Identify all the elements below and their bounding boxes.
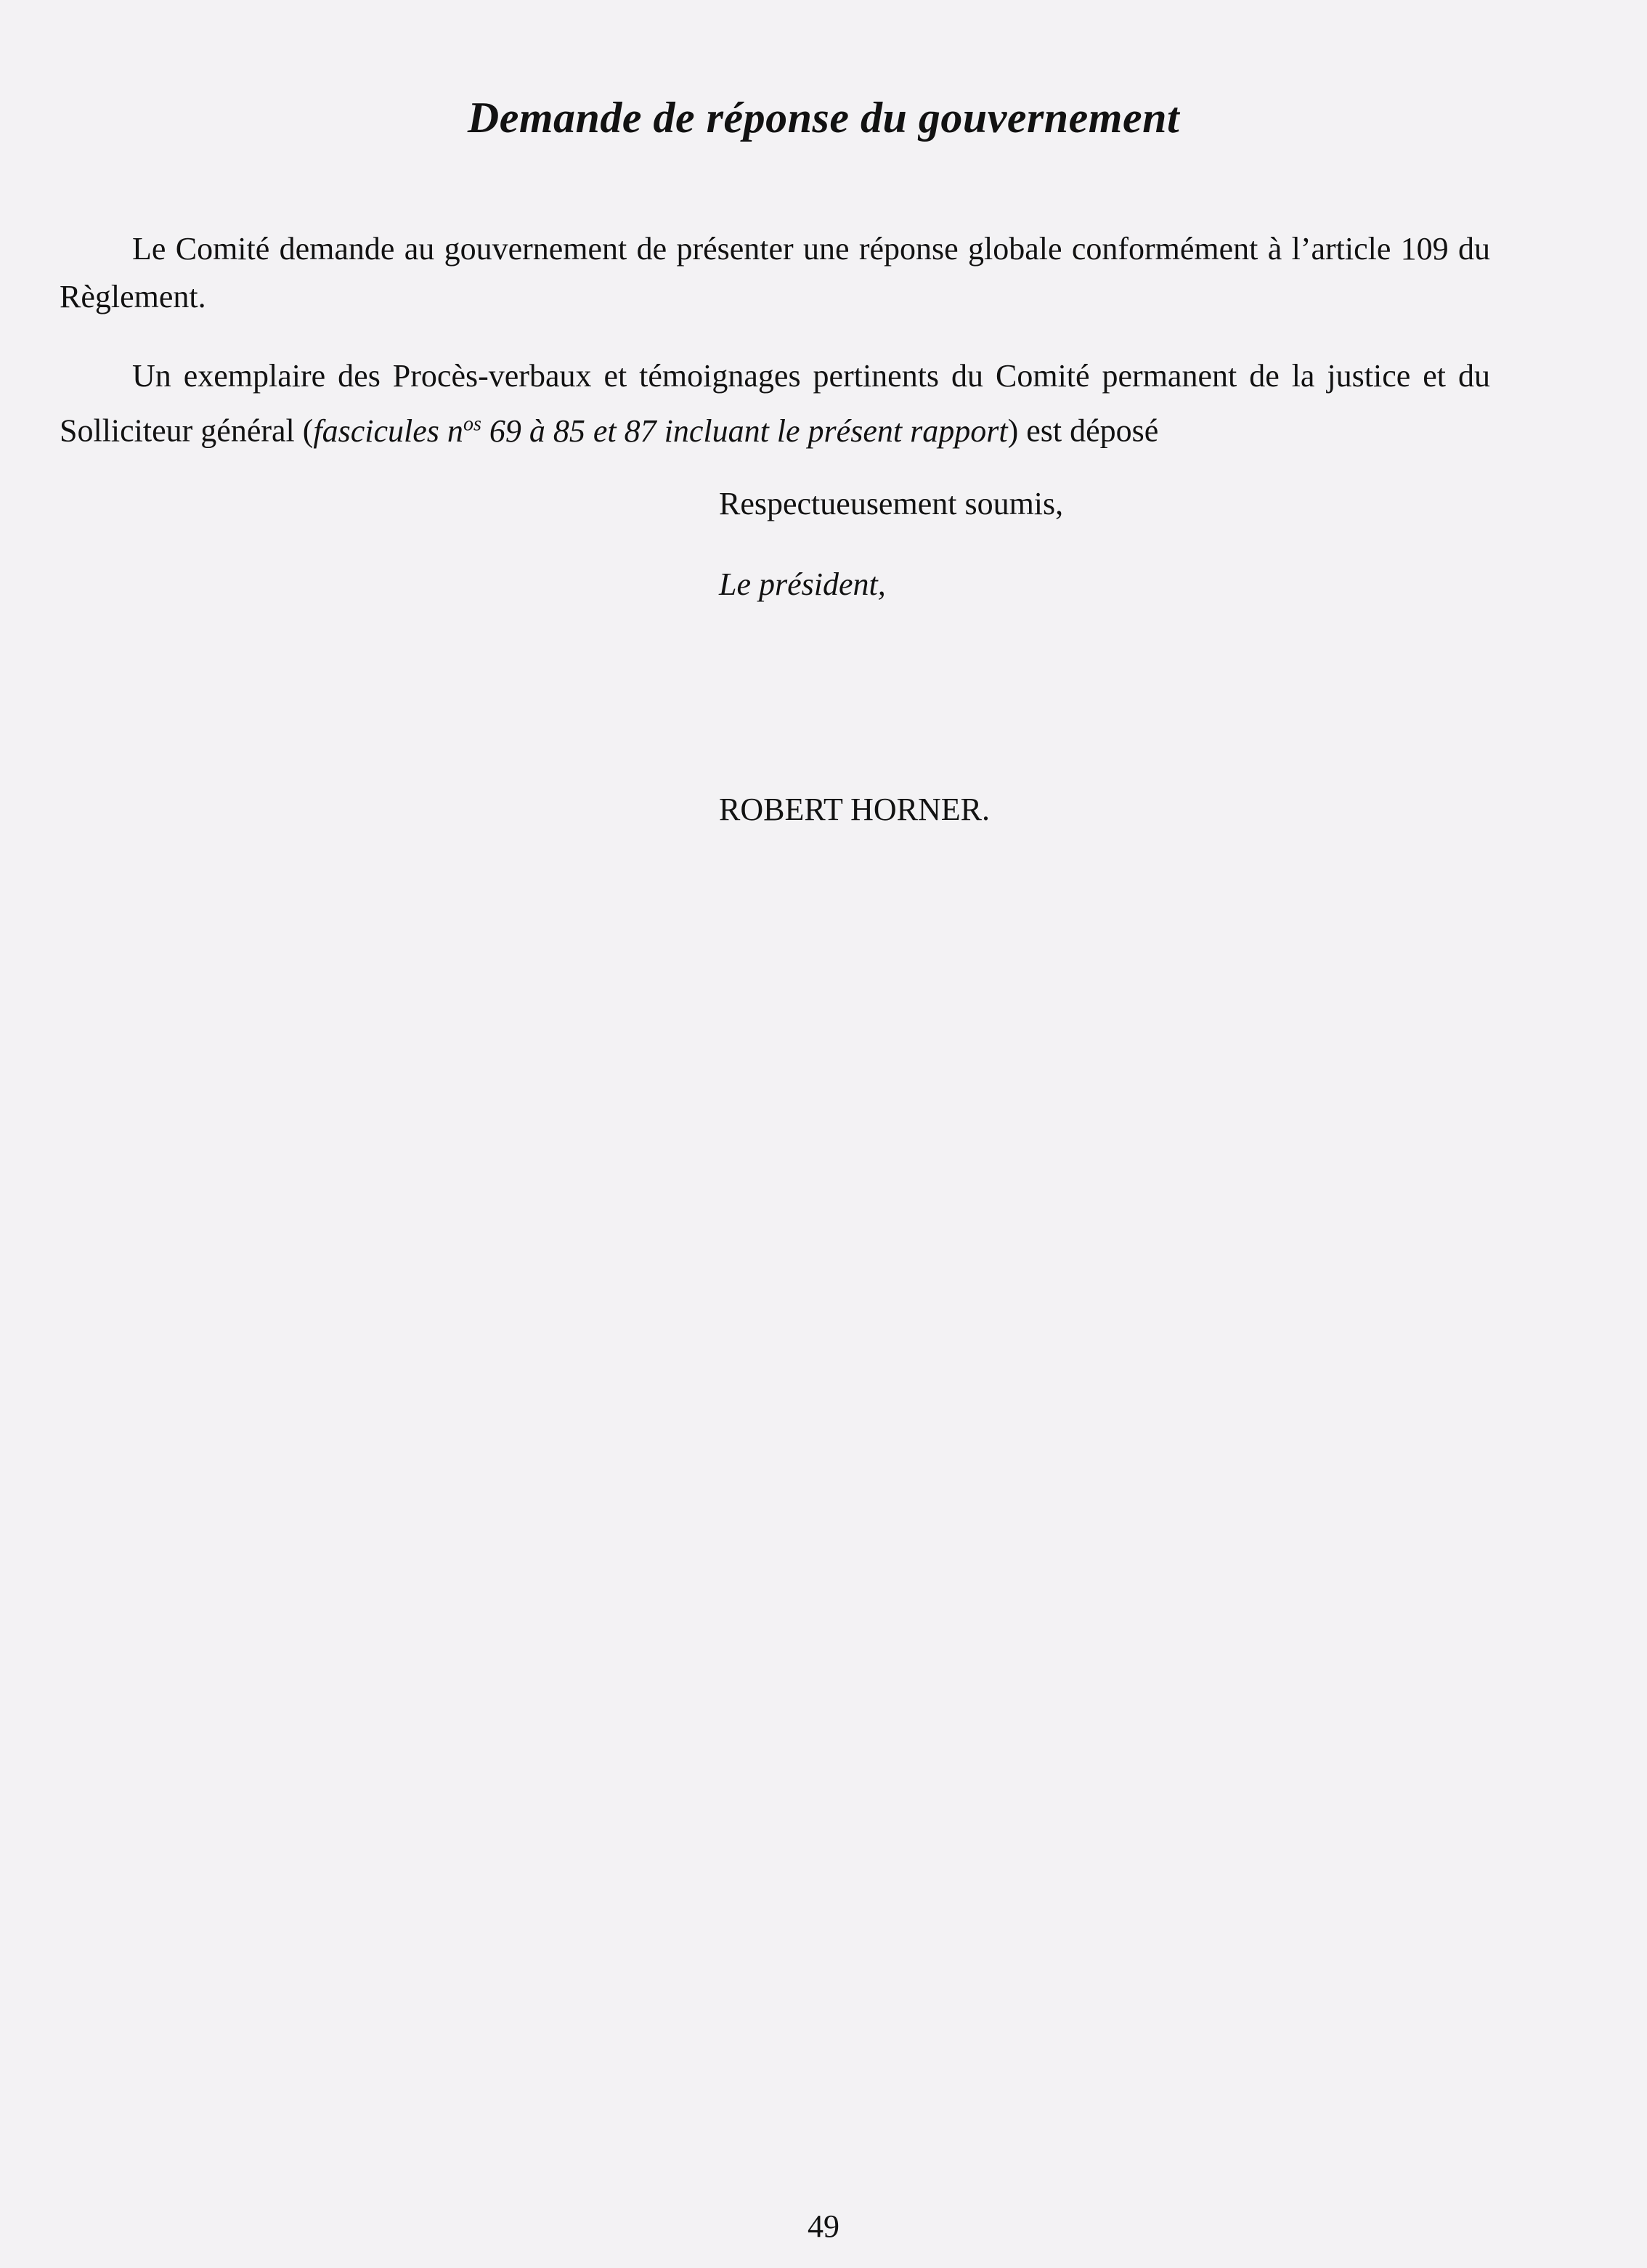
paragraph-deposit	[60, 352, 1490, 455]
paragraph-text: Un exemplaire des Procès-verbaux et témoignages pertinents du Comité permanent de la justice et du Solliciteur général (	[60, 358, 1490, 449]
fascicule-numbers: 69 à 85 et 87 incluant le présent rapport	[481, 412, 1008, 449]
page-title: Demande de réponse du gouvernement	[467, 94, 1180, 142]
signatory-role: Le président,	[719, 566, 886, 602]
fascicule-prefix: fascicules n	[313, 412, 463, 449]
paragraph-text-end: ) est déposé	[1007, 412, 1159, 449]
signatory-name: ROBERT HORNER.	[719, 792, 991, 827]
page-number: 49	[808, 2208, 839, 2244]
fascicule-reference	[313, 413, 1007, 449]
paragraph-government-response	[60, 225, 1490, 321]
paragraph-text: Le Comité demande au gouvernement de présenter une réponse globale conformément à l’article 109 du Règlement.	[60, 231, 1490, 314]
fascicule-superscript: os	[463, 412, 481, 435]
closing-formula: Respectueusement soumis,	[719, 486, 1064, 521]
